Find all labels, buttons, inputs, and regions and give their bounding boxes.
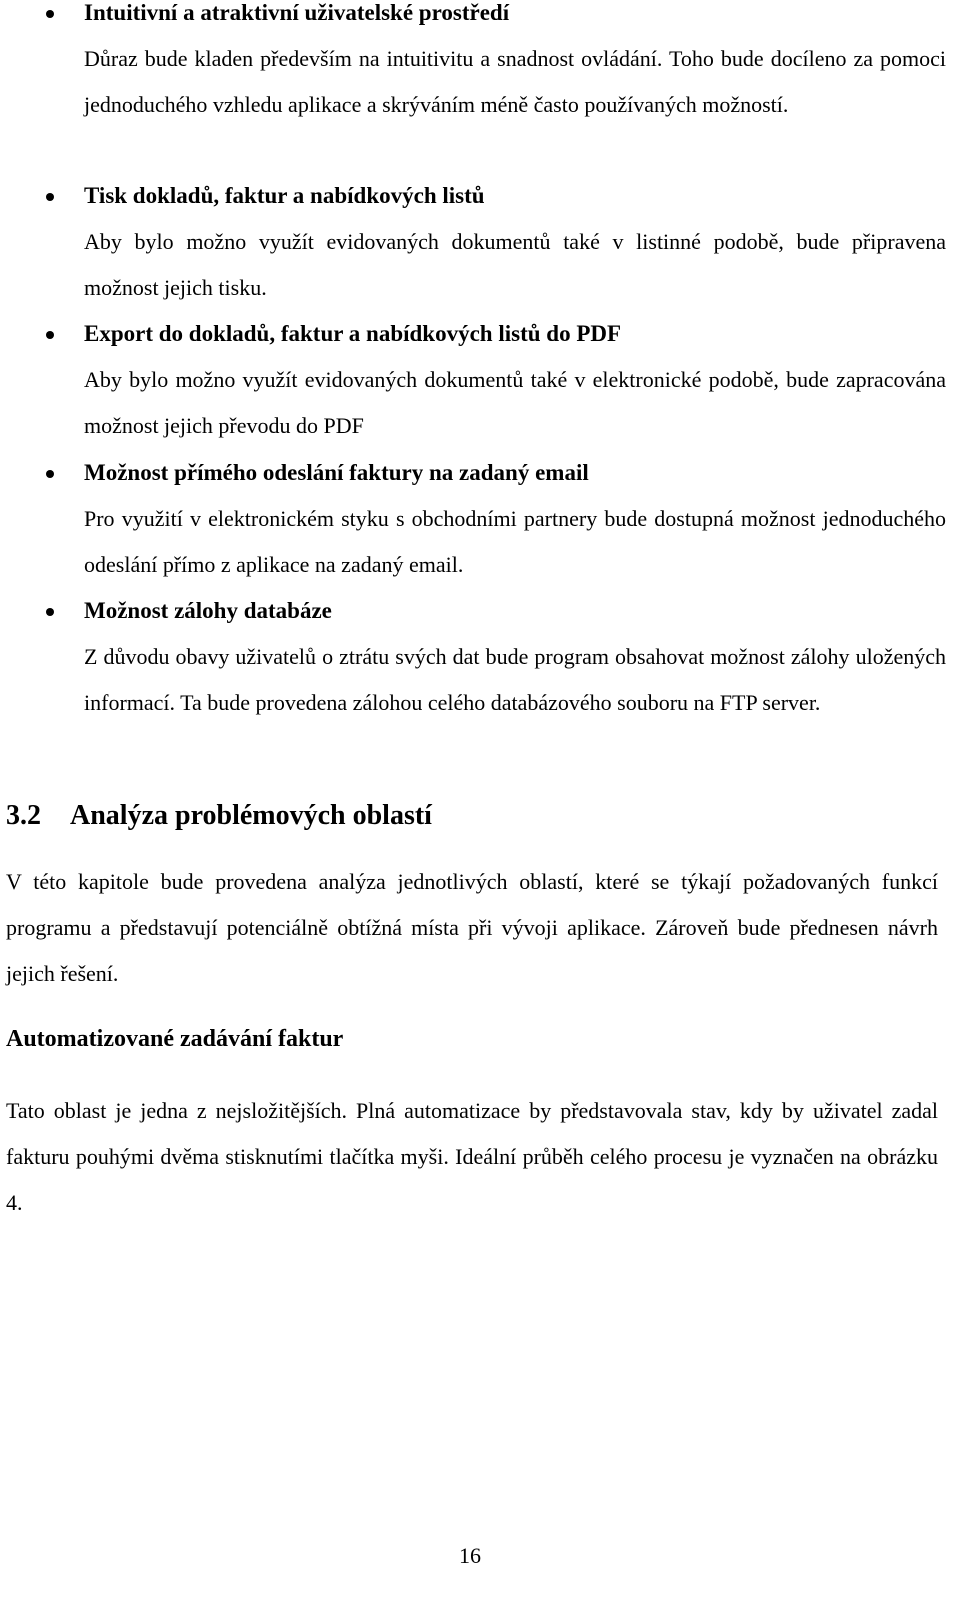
- bullet-icon: [46, 10, 54, 18]
- list-item-title: Export do dokladů, faktur a nabídkových listů do PDF: [84, 321, 622, 346]
- list-item-text: Důraz bude kladen především na intuitivitu a snadnost ovládání. Toho bude docíleno za pomoci jednoduchého vzhledu aplikace a skrýváním méně často používaných možností.: [84, 46, 946, 117]
- page-number: 16: [459, 1543, 481, 1568]
- bullet-icon: [46, 331, 54, 339]
- list-item-text: Aby bylo možno využít evidovaných dokumentů také v listinné podobě, bude připravena možnost jejich tisku.: [84, 229, 946, 300]
- section-intro-paragraph: V této kapitole bude provedena analýza jednotlivých oblastí, které se týkají požadovaných funkcí programu a představují potenciálně obtížná místa při vývoji aplikace. Zároveň bude přednesen návrh jejich řešení.: [6, 869, 938, 986]
- section-heading: [6, 800, 432, 832]
- list-item-text: Aby bylo možno využít evidovaných dokumentů také v elektronické podobě, bude zapracována možnost jejich převodu do PDF: [84, 367, 946, 438]
- list-item: [0, 173, 960, 311]
- list-item-title: Tisk dokladů, faktur a nabídkových listů: [84, 183, 485, 208]
- list-item-title: Intuitivní a atraktivní uživatelské prostředí: [84, 0, 510, 25]
- bullet-icon: [46, 608, 54, 616]
- bullet-icon: [46, 470, 54, 478]
- list-item: [0, 311, 960, 449]
- list-item: [0, 0, 960, 128]
- section-title: Analýza problémových oblastí: [70, 800, 432, 831]
- list-item: [0, 588, 960, 726]
- list-item-title: Možnost zálohy databáze: [84, 598, 332, 623]
- bullet-icon: [46, 193, 54, 201]
- list-item: [0, 450, 960, 588]
- list-item-text: Z důvodu obavy uživatelů o ztrátu svých dat bude program obsahovat možnost zálohy uložených informací. Ta bude provedena zálohou celého databázového souboru na FTP server.: [84, 644, 946, 715]
- section-number: 3.2: [6, 800, 41, 831]
- list-item-title: Možnost přímého odeslání faktury na zadaný email: [84, 460, 589, 485]
- subsection-heading: Automatizované zadávání faktur: [6, 1026, 344, 1052]
- list-item-text: Pro využití v elektronickém styku s obchodními partnery bude dostupná možnost jednoduchého odeslání přímo z aplikace na zadaný email.: [84, 506, 946, 577]
- subsection-paragraph: Tato oblast je jedna z nejsložitějších. Plná automatizace by představovala stav, kdy by uživatel zadal fakturu pouhými dvěma stisknutími tlačítka myši. Ideální průběh celého procesu je vyznačen na obrázku 4.: [6, 1098, 938, 1215]
